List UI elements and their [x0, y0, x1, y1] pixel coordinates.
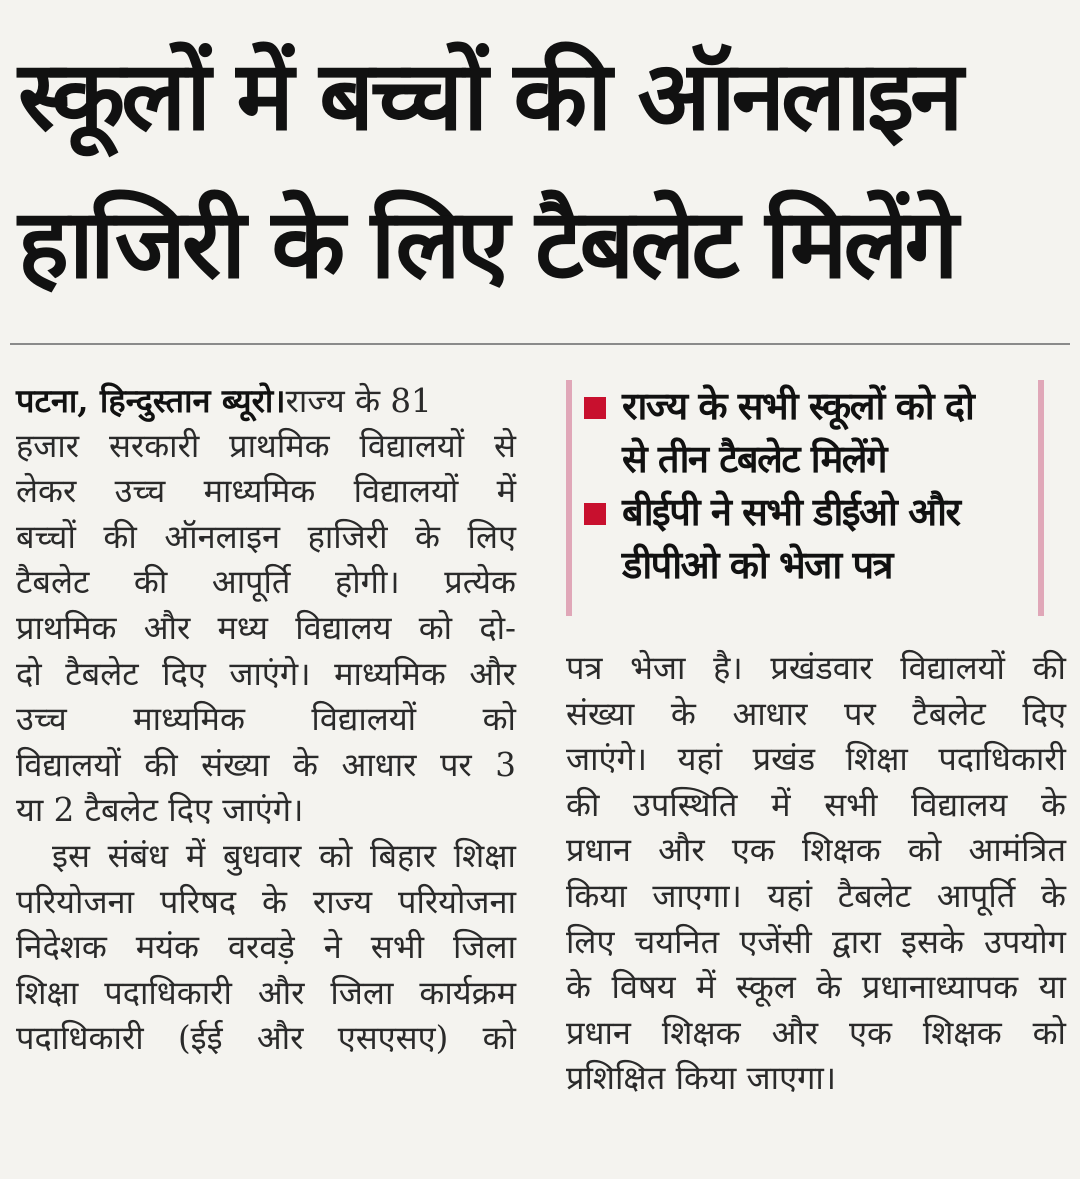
word: प्रखंड [752, 740, 816, 779]
word: और [771, 1013, 819, 1052]
text-line [16, 424, 516, 470]
word: के [292, 745, 318, 784]
word: जिला [453, 928, 516, 967]
word: भेजा [630, 649, 686, 687]
word: लेकर [16, 472, 77, 511]
word: कार्यक्रम [419, 973, 516, 1012]
word: बिहार [370, 836, 436, 875]
word: संख्या [566, 694, 635, 733]
text-line [16, 515, 516, 561]
word: के [262, 882, 288, 921]
word: पदाधिकारी [16, 1019, 144, 1058]
word: मध्य [217, 608, 268, 647]
word: स्कूल [736, 968, 796, 1007]
word: में [696, 968, 716, 1007]
text-line [566, 646, 1066, 692]
word: उच्च [16, 700, 67, 739]
word: विद्यालय [295, 608, 392, 647]
word: के [670, 694, 696, 733]
word: टैबलेट [912, 694, 986, 733]
word: उपस्थिति [633, 785, 738, 824]
bullet-square-icon [584, 397, 606, 419]
word: मयंक [135, 928, 199, 967]
word: इस [52, 836, 90, 875]
text-line [566, 783, 1066, 829]
word: टैबलेट [837, 876, 912, 915]
word: विद्यालयों [16, 745, 121, 784]
word: को [318, 836, 353, 875]
word: की [103, 517, 137, 556]
word: विद्यालय [911, 785, 1008, 824]
word: विषय [611, 968, 676, 1007]
text-line [16, 925, 516, 971]
text-line [16, 743, 516, 789]
text-line: या 2 टैबलेट दिए जाएंगे। [16, 791, 304, 830]
word: राज्य [312, 882, 373, 921]
word: की [144, 745, 178, 784]
word: शिक्षा [845, 740, 908, 779]
word: ने [323, 928, 342, 967]
left-column [16, 378, 516, 1062]
word: एक [731, 831, 775, 870]
text-line [566, 692, 1066, 738]
right-column [566, 646, 1066, 1102]
word: यहां [677, 740, 723, 779]
word: से [494, 426, 516, 465]
word: उच्च [114, 472, 166, 511]
text-line [16, 652, 516, 698]
word: एक [849, 1013, 892, 1052]
highlight-text: डीपीओ को भेजा पत्र [622, 543, 892, 587]
word: शिक्षक [661, 1013, 741, 1052]
word: दिए [162, 654, 206, 693]
word: की [133, 563, 168, 602]
headline [18, 22, 1068, 318]
text-line [566, 920, 1066, 966]
text-line [16, 1016, 516, 1062]
word: की [566, 785, 600, 824]
word: और [257, 973, 305, 1012]
word: की [1032, 649, 1066, 687]
text-line [566, 965, 1066, 1011]
text-line [566, 1011, 1066, 1057]
word: परियोजना [397, 882, 516, 921]
word: यहां [767, 876, 813, 915]
word: होगी। [334, 563, 400, 602]
word: को [1032, 1013, 1066, 1052]
word: पदाधिकारी [938, 740, 1066, 779]
word: में [185, 836, 206, 875]
word: प्रधान [566, 1013, 631, 1052]
word: हाजिरी [307, 517, 388, 556]
word: द्वारा [832, 922, 881, 961]
word: के [1041, 876, 1066, 915]
word: पर [439, 745, 472, 784]
word: जाएंगे। [229, 654, 311, 693]
word: के [816, 968, 842, 1007]
headline-line-1: स्कूलों में बच्चों की ऑनलाइन [18, 40, 960, 152]
word: 3 [495, 745, 516, 784]
word: निदेशक [16, 928, 107, 967]
word: में [496, 472, 516, 511]
text-line [16, 834, 516, 880]
word: संख्या [201, 745, 270, 784]
word: शिक्षक [801, 831, 881, 870]
word: प्रधानाध्यापक [861, 968, 1019, 1007]
word: लिए [566, 922, 615, 961]
word: दो [16, 654, 42, 693]
word: (ईई [177, 1019, 223, 1058]
word: जाएगा। [652, 876, 742, 915]
word: चयनित [634, 922, 720, 961]
word: हजार [16, 426, 80, 465]
word: आमंत्रित [968, 831, 1066, 870]
word: प्राथमिक [229, 426, 330, 465]
word: परियोजना [16, 882, 135, 921]
word: के [566, 968, 591, 1007]
highlight-box [566, 380, 1044, 616]
text-line [16, 697, 516, 743]
word: ऑनलाइन [164, 517, 281, 556]
word: आधार [732, 694, 808, 733]
word: सभी [824, 785, 878, 824]
word: को [482, 1019, 516, 1058]
word: वरवड़े [227, 928, 295, 967]
word: विद्यालयों [359, 426, 465, 465]
word: प्राथमिक [16, 608, 117, 647]
word: और [256, 1019, 304, 1058]
word: एसएसए) [337, 1019, 449, 1058]
bullet-square-icon [584, 503, 606, 525]
word: को [418, 608, 453, 647]
word: बच्चों [16, 517, 76, 556]
highlight-item [584, 486, 1038, 592]
word: है। [713, 649, 743, 687]
word: के [415, 517, 441, 556]
word: विद्यालयों [900, 649, 1005, 687]
headline-line-2: हाजिरी के लिए टैबलेट मिलेंगे [18, 188, 955, 300]
word: जिला [330, 973, 394, 1012]
word: विद्यालयों [311, 700, 417, 739]
word: आधार [341, 745, 417, 784]
text-line [16, 560, 516, 606]
word: दिए [1022, 694, 1066, 733]
text-line [16, 606, 516, 652]
word: और [143, 608, 191, 647]
word: संबंध [107, 836, 169, 875]
text-line [16, 469, 516, 515]
text-line [566, 737, 1066, 783]
word: पर [843, 694, 876, 733]
word: प्रधान [566, 831, 631, 870]
word: लिए [467, 517, 516, 556]
word: को [482, 700, 516, 739]
word: में [771, 785, 791, 824]
word: इसके [901, 922, 964, 961]
word: परिषद [159, 882, 237, 921]
word: या [1038, 968, 1066, 1007]
word: प्रखंडवार [770, 649, 873, 687]
highlight-text: राज्य के सभी स्कूलों को दो [622, 384, 974, 428]
word: सरकारी [108, 426, 200, 465]
word: माध्यमिक [133, 700, 245, 739]
word: शिक्षा [453, 836, 516, 875]
word: उपयोग [984, 922, 1066, 961]
word: और [469, 654, 516, 693]
text-line [16, 880, 516, 926]
word: के [1041, 785, 1066, 824]
highlight-text: से तीन टैबलेट मिलेंगे [622, 437, 886, 481]
word: को [907, 831, 942, 870]
highlight-text: बीईपी ने सभी डीईओ और [622, 490, 960, 534]
word: माध्यमिक [334, 654, 446, 693]
word: और [658, 831, 705, 870]
text-line [16, 971, 516, 1017]
word: एजेंसी [739, 922, 812, 961]
dateline: पटना, हिन्दुस्तान ब्यूरो। [16, 381, 286, 420]
word: आपूर्ति [936, 876, 1016, 915]
text-line: प्रशिक्षित किया जाएगा। [566, 1059, 837, 1098]
word: पदाधिकारी [104, 973, 232, 1012]
word: टैबलेट [65, 654, 139, 693]
text-line-part: राज्य के 81 [285, 382, 432, 420]
word: शिक्षक [922, 1013, 1002, 1052]
highlight-item [584, 380, 1038, 486]
word: आपूर्ति [211, 563, 291, 602]
word: टैबलेट [16, 563, 90, 602]
word: सभी [370, 928, 425, 967]
word: बुधवार [222, 836, 302, 875]
text-line [16, 378, 516, 424]
word: माध्यमिक [203, 472, 316, 511]
word: विद्यालयों [353, 472, 459, 511]
word: पत्र [566, 649, 603, 687]
headline-divider [10, 343, 1070, 345]
word: शिक्षा [16, 973, 79, 1012]
word: दो- [479, 608, 516, 647]
text-line [566, 874, 1066, 920]
text-line [566, 828, 1066, 874]
word: प्रत्येक [444, 563, 516, 602]
word: जाएंगे। [566, 740, 648, 779]
word: किया [566, 876, 627, 915]
